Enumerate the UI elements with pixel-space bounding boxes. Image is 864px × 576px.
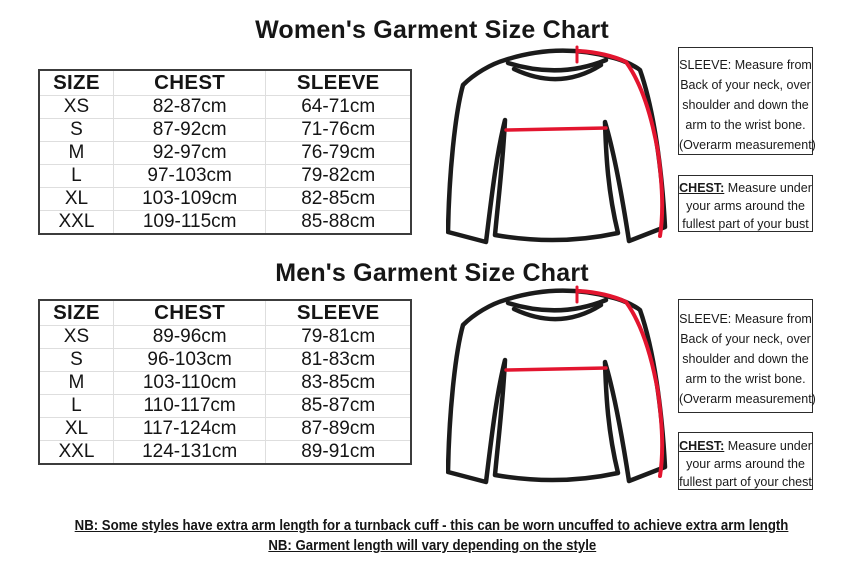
- column-header-size: SIZE: [39, 70, 113, 96]
- chest-measure-line: [506, 368, 606, 370]
- chest-cell: 109-115cm: [113, 211, 266, 235]
- column-header-chest: CHEST: [113, 300, 266, 326]
- sleeve-cell: 89-91cm: [266, 441, 411, 465]
- table-header-row: [39, 70, 411, 96]
- size-cell: XS: [39, 326, 113, 349]
- womens-shirt-measurement-diagram: [446, 42, 674, 260]
- chest-note-label: CHEST:: [679, 439, 725, 453]
- chest-cell: 89-96cm: [113, 326, 266, 349]
- table-row: [39, 96, 411, 119]
- sleeve-cell: 85-88cm: [266, 211, 411, 235]
- chest-cell: 97-103cm: [113, 165, 266, 188]
- size-cell: L: [39, 165, 113, 188]
- note-line: Back of your neck, over: [680, 332, 811, 346]
- chest-cell: 82-87cm: [113, 96, 266, 119]
- note-line: fullest part of your bust: [682, 217, 809, 231]
- table-row: [39, 119, 411, 142]
- size-cell: XL: [39, 188, 113, 211]
- note-line: (Overarm measurement): [679, 138, 816, 152]
- size-cell: L: [39, 395, 113, 418]
- sleeve-cell: 71-76cm: [266, 119, 411, 142]
- womens-section-title: Women's Garment Size Chart: [255, 16, 609, 44]
- table-row: [39, 142, 411, 165]
- chest-cell: 96-103cm: [113, 349, 266, 372]
- size-cell: XL: [39, 418, 113, 441]
- table-row: [39, 349, 411, 372]
- column-header-chest: CHEST: [113, 70, 266, 96]
- size-cell: M: [39, 372, 113, 395]
- size-cell: XXL: [39, 211, 113, 235]
- note-line: [679, 437, 812, 455]
- note-line: shoulder and down the: [682, 98, 809, 112]
- note-line: your arms around the: [686, 199, 805, 213]
- sleeve-cell: 64-71cm: [266, 96, 411, 119]
- sleeve-cell: 87-89cm: [266, 418, 411, 441]
- note-line: arm to the wrist bone.: [685, 118, 806, 132]
- column-header-size: SIZE: [39, 300, 113, 326]
- chest-measure-line: [506, 128, 606, 130]
- chest-cell: 92-97cm: [113, 142, 266, 165]
- note-line: shoulder and down the: [682, 352, 809, 366]
- chest-cell: 124-131cm: [113, 441, 266, 465]
- note-line: arm to the wrist bone.: [685, 372, 806, 386]
- sleeve-cell: 85-87cm: [266, 395, 411, 418]
- note-line: [679, 179, 812, 197]
- womens-size-table: [38, 69, 412, 232]
- size-cell: XXL: [39, 441, 113, 465]
- sleeve-cell: 79-82cm: [266, 165, 411, 188]
- sleeve-cell: 83-85cm: [266, 372, 411, 395]
- column-header-sleeve: SLEEVE: [266, 300, 411, 326]
- note-line: (Overarm measurement): [679, 392, 816, 406]
- table-row: [39, 211, 411, 235]
- chest-cell: 110-117cm: [113, 395, 266, 418]
- chest-cell: 103-110cm: [113, 372, 266, 395]
- table-row: [39, 326, 411, 349]
- table-row: [39, 395, 411, 418]
- sleeve-cell: 76-79cm: [266, 142, 411, 165]
- table-row: [39, 165, 411, 188]
- note-line-text: Measure under: [727, 181, 812, 195]
- size-cell: M: [39, 142, 113, 165]
- womens-sleeve-note: [678, 47, 816, 155]
- note-line: SLEEVE: Measure from: [679, 58, 812, 72]
- footer-note-turnback-cuff: [0, 517, 864, 534]
- chest-note-label: CHEST:: [679, 181, 725, 195]
- footer-note-text: NB: Some styles have extra arm length for a turnback cuff - this can be worn uncuffed to achieve extra arm length: [75, 517, 789, 534]
- chest-cell: 103-109cm: [113, 188, 266, 211]
- size-cell: S: [39, 119, 113, 142]
- table-row: [39, 188, 411, 211]
- mens-section-title: Men's Garment Size Chart: [275, 259, 589, 287]
- mens-chest-note: [678, 432, 813, 490]
- size-cell: XS: [39, 96, 113, 119]
- table-row: [39, 441, 411, 465]
- mens-shirt-measurement-diagram: [446, 282, 674, 500]
- note-line: SLEEVE: Measure from: [679, 312, 812, 326]
- sleeve-cell: 79-81cm: [266, 326, 411, 349]
- column-header-sleeve: SLEEVE: [266, 70, 411, 96]
- womens-chest-note: [678, 175, 813, 232]
- note-line: fullest part of your chest: [679, 475, 812, 489]
- note-line-text: Measure under: [727, 439, 812, 453]
- note-line: Back of your neck, over: [680, 78, 811, 92]
- chest-cell: 87-92cm: [113, 119, 266, 142]
- table-row: [39, 418, 411, 441]
- sleeve-cell: 82-85cm: [266, 188, 411, 211]
- footer-note-text: NB: Garment length will vary depending on the style: [268, 537, 596, 554]
- note-line: your arms around the: [686, 457, 805, 471]
- mens-sleeve-note: [678, 299, 816, 413]
- footer-note-garment-length: [0, 537, 864, 554]
- chest-cell: 117-124cm: [113, 418, 266, 441]
- table-row: [39, 372, 411, 395]
- mens-size-table: [38, 299, 412, 462]
- sleeve-cell: 81-83cm: [266, 349, 411, 372]
- size-cell: S: [39, 349, 113, 372]
- table-header-row: [39, 300, 411, 326]
